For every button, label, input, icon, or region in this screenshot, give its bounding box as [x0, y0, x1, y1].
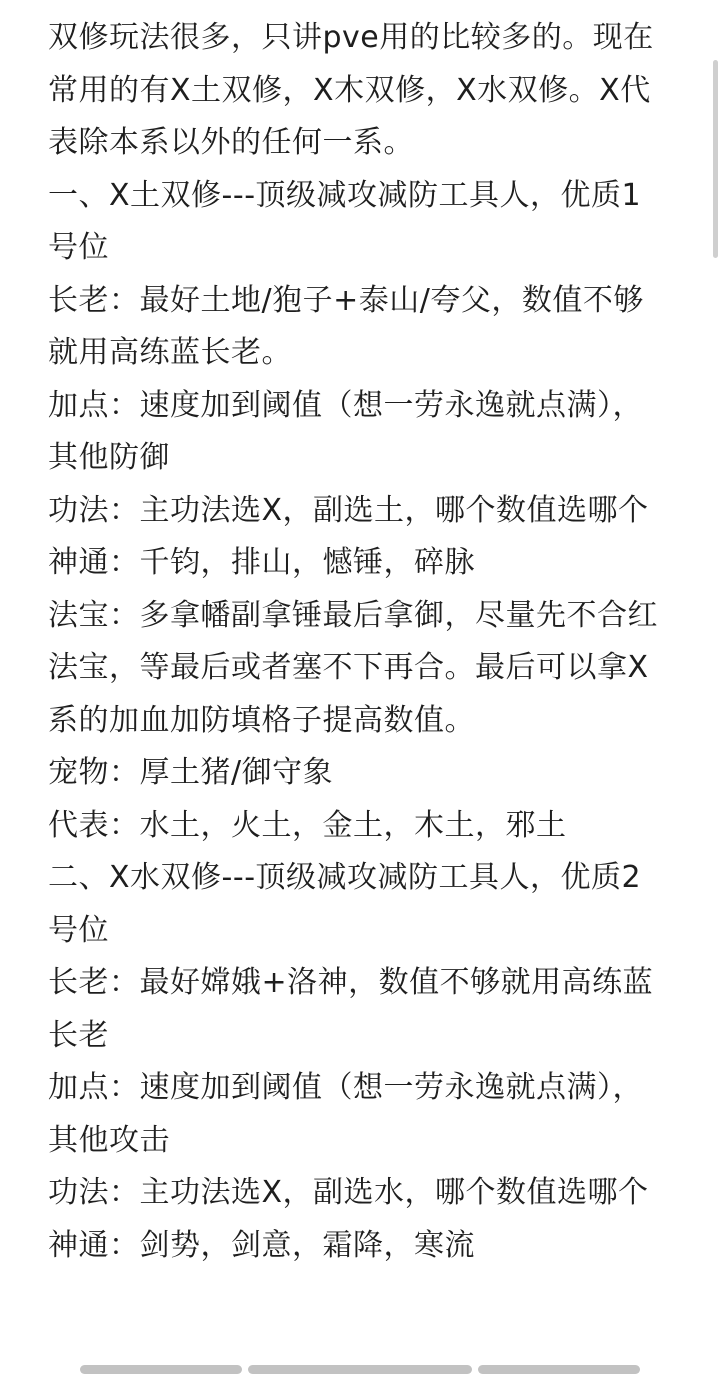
page-indicator-segment[interactable]: [80, 1365, 242, 1374]
pet-line: 宠物：厚土猪/御守象: [48, 755, 334, 790]
scrollbar-thumb[interactable]: [713, 60, 718, 258]
vertical-scrollbar[interactable]: [706, 0, 720, 1376]
divine-power-line: 神通：剑势，剑意，霜降，寒流: [48, 1227, 475, 1263]
divine-power-line: 神通：千钧，排山，憾锤，碎脉: [48, 545, 475, 580]
page-indicator-bar: [0, 1362, 720, 1376]
intro-paragraph: 双修玩法很多，只讲pve用的比较多的。现在常用的有X土双修，X木双修，X水双修。X代表除本系以外的任何一系。: [48, 20, 654, 160]
article-body: [48, 12, 668, 1272]
page-indicator-segment[interactable]: [478, 1365, 640, 1374]
section-heading-x-water: 二、X水双修---顶级减攻减防工具人，优质2号位: [48, 860, 642, 948]
skill-method-line: 功法：主功法选X，副选土，哪个数值选哪个: [48, 492, 649, 528]
section-heading-x-earth: 一、X土双修---顶级减攻减防工具人，优质1号位: [48, 177, 642, 265]
representative-line: 代表：水土，火土，金土，木土，邪土: [48, 807, 567, 843]
page-indicator-segment[interactable]: [248, 1365, 472, 1374]
magic-treasure-line: 法宝：多拿幡副拿锤最后拿御，尽量先不合红法宝，等最后或者塞不下再合。最后可以拿X系的加血加防填格子提高数值。: [48, 597, 658, 738]
elder-line: 长老：最好嫦娥+洛神，数值不够就用高练蓝长老: [48, 965, 654, 1053]
stat-points-line: 加点：速度加到阈值（想一劳永逸就点满），其他攻击: [48, 1070, 643, 1158]
skill-method-line: 功法：主功法选X，副选水，哪个数值选哪个: [48, 1175, 649, 1210]
stat-points-line: 加点：速度加到阈值（想一劳永逸就点满），其他防御: [48, 387, 643, 475]
elder-line: 长老：最好土地/狍子+泰山/夸父，数值不够就用高练蓝长老。: [48, 282, 644, 370]
